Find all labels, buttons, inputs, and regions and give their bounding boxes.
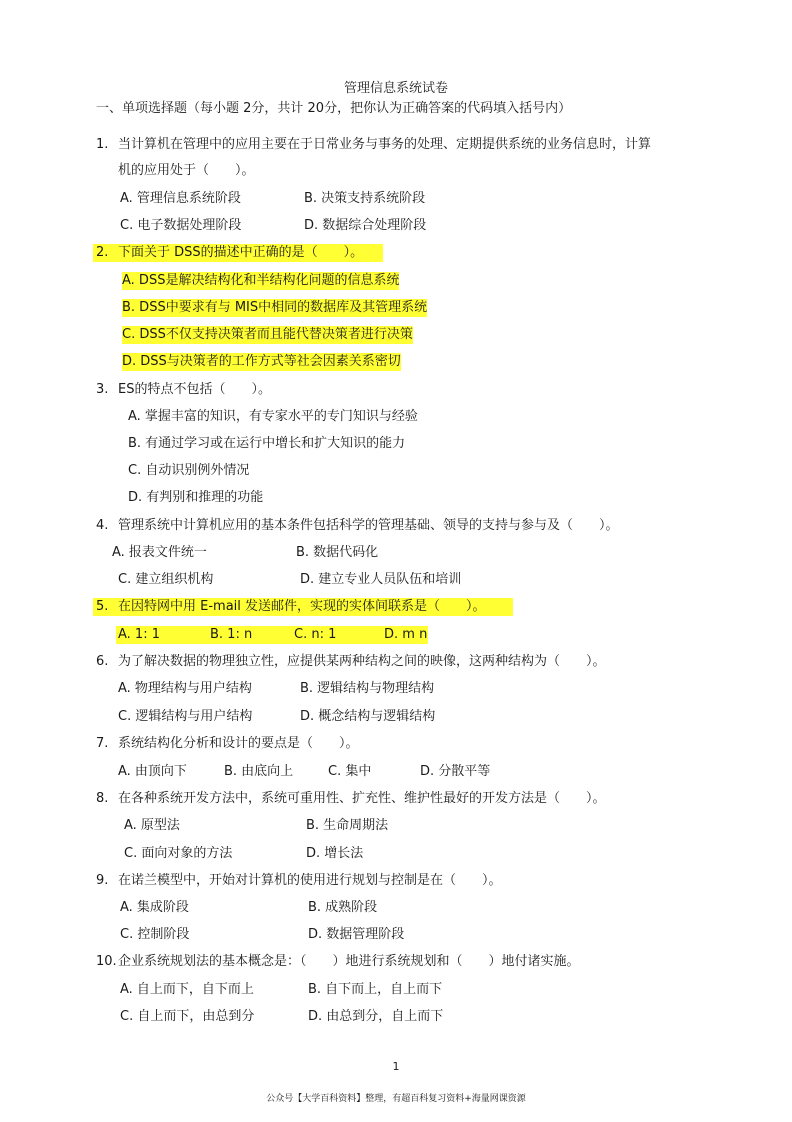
- question-7-option-b: B. 由底向上: [224, 764, 294, 779]
- question-3-option-a: A. 掌握丰富的知识，有专家水平的专门知识与经验: [128, 409, 418, 424]
- question-4-text: 管理系统中计算机应用的基本条件包括科学的管理基础、领导的支持与参与及（ ）。: [118, 518, 619, 533]
- question-6-number: 6.: [96, 654, 109, 669]
- question-9-option-c: C. 控制阶段: [120, 927, 190, 942]
- question-6-option-b: B. 逻辑结构与物理结构: [300, 681, 435, 696]
- question-4-option-d: D. 建立专业人员队伍和培训: [300, 572, 462, 587]
- question-1-text-line1: 当计算机在管理中的应用主要在于日常业务与事务的处理、定期提供系统的业务信息时，计算: [118, 137, 652, 152]
- question-9-text: 在诺兰模型中，开始对计算机的使用进行规划与控制是在（ ）。: [118, 873, 502, 888]
- question-9-option-a: A. 集成阶段: [120, 900, 189, 915]
- question-2-option-d: D. DSS与决策者的工作方式等社会因素关系密切: [122, 354, 401, 369]
- question-2-option-b: B. DSS中要求有与 MIS中相同的数据库及其管理系统: [122, 300, 428, 315]
- question-7-text: 系统结构化分析和设计的要点是（ ）。: [118, 736, 359, 751]
- question-7-number: 7.: [96, 736, 109, 751]
- question-8-option-d: D. 增长法: [306, 846, 364, 861]
- question-2-option-a: A. DSS是解决结构化和半结构化问题的信息系统: [122, 273, 400, 288]
- page-number: 1: [392, 1060, 400, 1073]
- question-6-option-a: A. 物理结构与用户结构: [118, 681, 252, 696]
- question-10-option-c: C. 自上而下，由总到分: [120, 1009, 255, 1024]
- question-4-option-c: C. 建立组织机构: [118, 572, 214, 587]
- question-6-option-d: D. 概念结构与逻辑结构: [300, 709, 436, 724]
- question-5-options-highlight: [116, 626, 428, 644]
- question-7-option-c: C. 集中: [328, 764, 372, 779]
- section-heading: 一、单项选择题（每小题 2分，共计 20分，把你认为正确答案的代码填入括号内）: [96, 101, 572, 116]
- page-title: 管理信息系统试卷: [343, 81, 448, 96]
- question-10-option-d: D. 由总到分，自上而下: [308, 1009, 444, 1024]
- question-7-option-a: A. 由顶向下: [118, 764, 187, 779]
- question-5-option-c: C. n: 1: [294, 627, 337, 642]
- question-2-text: 下面关于 DSS的描述中正确的是（ ）。: [118, 245, 364, 260]
- question-5-option-a: A. 1: 1: [118, 627, 160, 642]
- question-3-option-c: C. 自动识别例外情况: [128, 463, 250, 478]
- question-2-number: 2.: [96, 245, 109, 260]
- question-2-option-c: C. DSS不仅支持决策者而且能代替决策者进行决策: [122, 327, 413, 342]
- question-3-number: 3.: [96, 382, 109, 397]
- question-8-number: 8.: [96, 791, 109, 806]
- question-1-number: 1.: [96, 137, 109, 152]
- question-5-option-d: D. m n: [384, 627, 428, 642]
- question-4-option-a: A. 报表文件统一: [112, 545, 207, 560]
- question-6-text: 为了解决数据的物理独立性，应提供某两种结构之间的映像，这两种结构为（ ）。: [118, 654, 606, 669]
- question-10-text: 企业系统规划法的基本概念是：（ ）地进行系统规划和（ ）地付诸实施。: [118, 954, 580, 969]
- question-8-option-b: B. 生命周期法: [306, 818, 389, 833]
- question-3-option-d: D. 有判别和推理的功能: [128, 490, 264, 505]
- question-8-text: 在各种系统开发方法中，系统可重用性、扩充性、维护性最好的开发方法是（ ）。: [118, 791, 606, 806]
- question-1-option-b: B. 决策支持系统阶段: [304, 191, 426, 206]
- question-3-text: ES的特点不包括（ ）。: [118, 382, 271, 397]
- question-10-number: 10.: [96, 954, 117, 969]
- question-5-number: 5.: [96, 599, 109, 614]
- question-7-option-d: D. 分散平等: [420, 764, 491, 779]
- question-9-option-d: D. 数据管理阶段: [308, 927, 405, 942]
- question-4-number: 4.: [96, 518, 109, 533]
- question-1-option-c: C. 电子数据处理阶段: [120, 218, 242, 233]
- question-10-option-a: A. 自上而下，自下而上: [120, 982, 254, 997]
- question-9-option-b: B. 成熟阶段: [308, 900, 378, 915]
- question-1-text-line2: 机的应用处于（ ）。: [118, 163, 255, 178]
- question-10-option-b: B. 自下而上，自上而下: [308, 982, 443, 997]
- question-1-option-a: A. 管理信息系统阶段: [120, 191, 241, 206]
- question-3-option-b: B. 有通过学习或在运行中增长和扩大知识的能力: [128, 436, 406, 451]
- question-9-number: 9.: [96, 873, 109, 888]
- question-1-option-d: D. 数据综合处理阶段: [304, 218, 427, 233]
- question-8-option-a: A. 原型法: [124, 818, 180, 833]
- question-5-option-b: B. 1: n: [210, 627, 253, 642]
- question-4-option-b: B. 数据代码化: [296, 545, 379, 560]
- question-6-option-c: C. 逻辑结构与用户结构: [118, 709, 253, 724]
- question-8-option-c: C. 面向对象的方法: [124, 846, 233, 861]
- footer-note: 公众号【大学百科资料】整理，有超百科复习资料+海量网课资源: [266, 1094, 526, 1104]
- question-5-text: 在因特网中用 E-mail 发送邮件，实现的实体间联系是（ ）。: [118, 599, 486, 614]
